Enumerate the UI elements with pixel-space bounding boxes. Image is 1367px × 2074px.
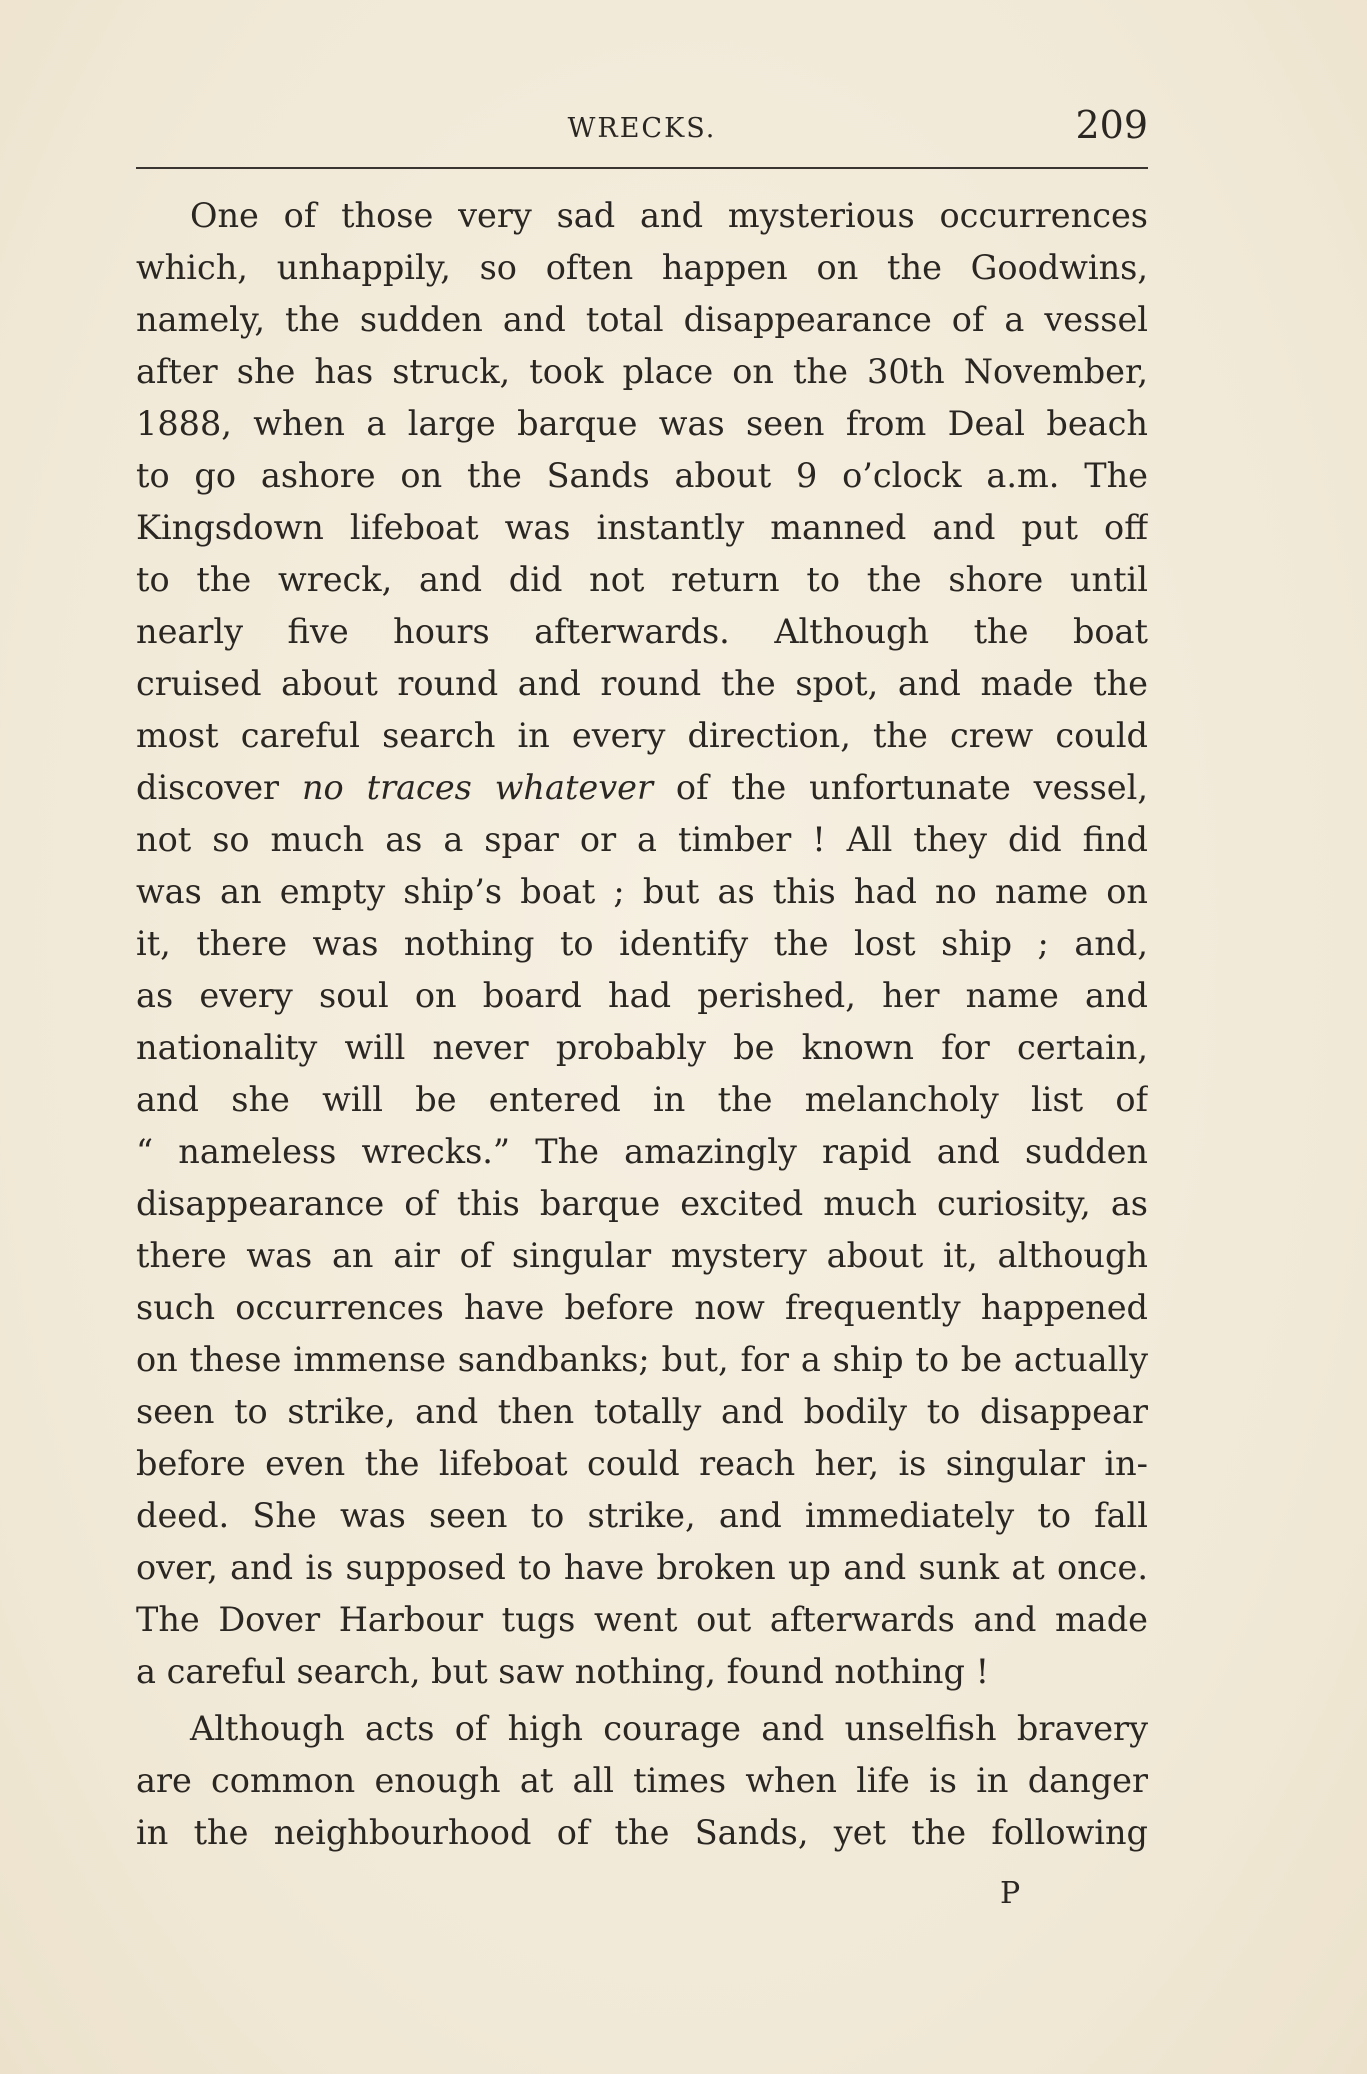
header-rule bbox=[136, 167, 1148, 169]
running-head bbox=[136, 103, 1148, 153]
text-line: seen to strike, and then totally and bodily to disappear bbox=[136, 1392, 1148, 1431]
text-line: over, and is supposed to have broken up and sunk at once. bbox=[136, 1548, 1148, 1587]
text-line: most careful search in every direction, the crew could bbox=[136, 716, 1148, 755]
text-line: to the wreck, and did not return to the shore until bbox=[136, 560, 1148, 599]
paragraph-1 bbox=[136, 190, 1148, 1698]
signature-mark: P bbox=[1000, 1876, 1021, 1911]
text-line: a careful search, but saw nothing, found nothing ! bbox=[136, 1652, 990, 1691]
text-line: “ nameless wrecks.” The amazingly rapid and sudden bbox=[136, 1132, 1148, 1171]
page-number: 209 bbox=[1075, 103, 1148, 147]
text-line: and she will be entered in the melancholy list of bbox=[136, 1080, 1148, 1119]
text-line: deed. She was seen to strike, and immediately to fall bbox=[136, 1496, 1148, 1535]
text-line: it, there was nothing to identify the lost ship ; and, bbox=[136, 924, 1148, 963]
body-text bbox=[136, 190, 1148, 1859]
text-line: One of those very sad and mysterious occurrences bbox=[190, 196, 1148, 235]
text-line-with-italic bbox=[136, 762, 1148, 814]
italic-phrase: no traces whatever bbox=[301, 768, 654, 807]
text-line: nationality will never probably be known for certain, bbox=[136, 1028, 1148, 1067]
text-line: Kingsdown lifeboat was instantly manned and put off bbox=[136, 508, 1148, 547]
text-line: as every soul on board had perished, her name and bbox=[136, 976, 1148, 1015]
text-line: disappearance of this barque excited much curiosity, as bbox=[136, 1184, 1148, 1223]
text-line: in the neighbourhood of the Sands, yet the following bbox=[136, 1813, 1148, 1852]
text-line: 1888, when a large barque was seen from Deal beach bbox=[136, 404, 1148, 443]
text-line: before even the lifeboat could reach her, is singular in- bbox=[136, 1444, 1148, 1483]
running-title: WRECKS. bbox=[567, 113, 717, 144]
text-line: such occurrences have before now frequently happened bbox=[136, 1288, 1148, 1327]
text-line: was an empty ship’s boat ; but as this had no name on bbox=[136, 872, 1148, 911]
text-line: not so much as a spar or a timber ! All they did find bbox=[136, 820, 1148, 859]
text-run: discover bbox=[136, 768, 302, 807]
text-line: cruised about round and round the spot, and made the bbox=[136, 664, 1148, 703]
text-line: Although acts of high courage and unselfish bravery bbox=[190, 1709, 1148, 1748]
text-line: which, unhappily, so often happen on the Goodwins, bbox=[136, 248, 1148, 287]
text-run: of the unfortunate vessel, bbox=[653, 768, 1148, 807]
text-line: nearly five hours afterwards. Although the boat bbox=[136, 612, 1148, 651]
text-line: on these immense sandbanks; but, for a ship to be actually bbox=[136, 1340, 1148, 1379]
text-line: namely, the sudden and total disappearance of a vessel bbox=[136, 300, 1148, 339]
text-line: there was an air of singular mystery about it, although bbox=[136, 1236, 1148, 1275]
text-line: The Dover Harbour tugs went out afterwards and made bbox=[136, 1600, 1148, 1639]
paragraph-2 bbox=[136, 1703, 1148, 1859]
text-line: to go ashore on the Sands about 9 o’clock a.m. The bbox=[136, 456, 1148, 495]
text-line: after she has struck, took place on the 30th November, bbox=[136, 352, 1148, 391]
text-line: are common enough at all times when life is in danger bbox=[136, 1761, 1148, 1800]
